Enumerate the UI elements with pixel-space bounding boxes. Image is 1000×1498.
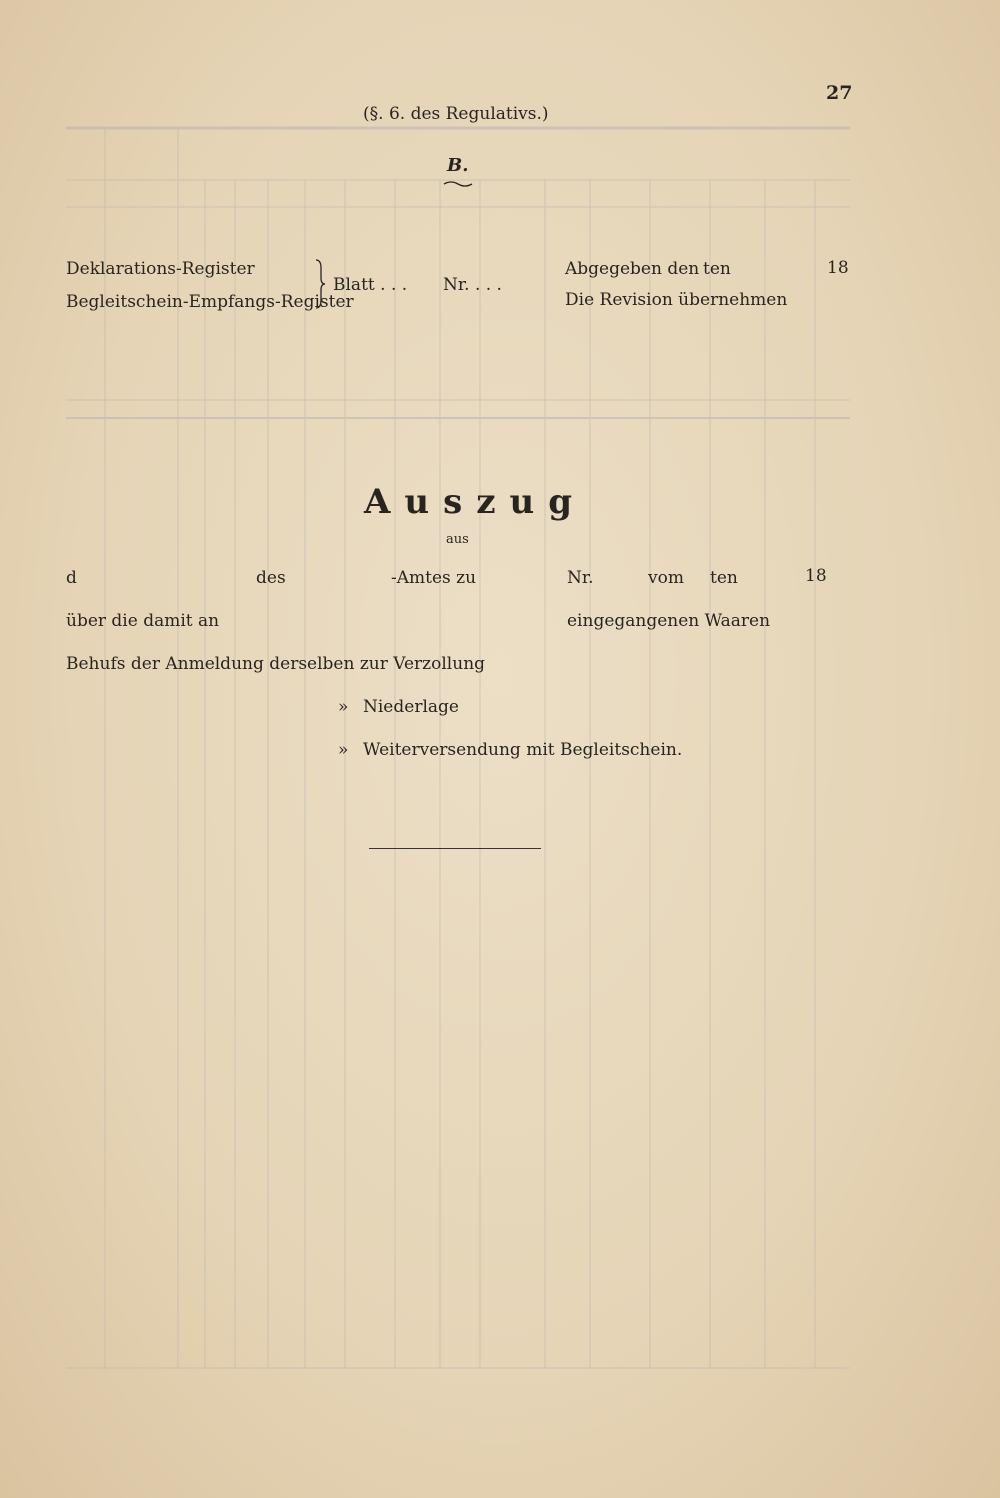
abgegeben-label: Abgegeben den xyxy=(565,259,700,279)
auszug-title: Auszug xyxy=(364,482,587,522)
header-reference: (§. 6. des Regulativs.) xyxy=(363,104,549,124)
row4-niederlage: Niederlage xyxy=(363,697,459,717)
register-line-declaration: Deklarations-Register xyxy=(66,259,255,279)
row1-nr: Nr. xyxy=(567,568,594,588)
blatt-label: Blatt . . . xyxy=(333,275,408,295)
row1-d: d xyxy=(66,568,77,588)
abgegeben-ten: ten xyxy=(703,259,731,279)
section-label: B. xyxy=(447,155,469,176)
row2-right: eingegangenen Waaren xyxy=(567,611,771,631)
row4-mark: » xyxy=(338,697,349,717)
nr-label: Nr. . . . xyxy=(443,275,502,295)
row5-mark: » xyxy=(338,740,349,760)
row1-amtes: -Amtes zu xyxy=(391,568,477,588)
row1-ten: ten xyxy=(710,568,738,588)
row5-weiterversendung: Weiterversendung mit Begleitschein. xyxy=(363,740,683,760)
closing-rule xyxy=(369,848,541,849)
row1-des: des xyxy=(256,568,286,588)
row3-verzollung: Behufs der Anmeldung derselben zur Verzollung xyxy=(66,654,486,674)
row2-left: über die damit an xyxy=(66,611,220,631)
row1-vom: vom xyxy=(648,568,684,588)
brace-icon xyxy=(314,258,326,310)
page-number: 27 xyxy=(826,82,853,104)
register-line-begleitschein: Begleitschein-Empfangs-Register xyxy=(66,292,354,312)
row1-year: 18 xyxy=(805,566,827,586)
section-swash xyxy=(443,180,473,188)
auszug-aus: aus xyxy=(446,532,469,547)
revision-label: Die Revision übernehmen xyxy=(565,290,788,310)
abgegeben-year: 18 xyxy=(827,258,849,278)
